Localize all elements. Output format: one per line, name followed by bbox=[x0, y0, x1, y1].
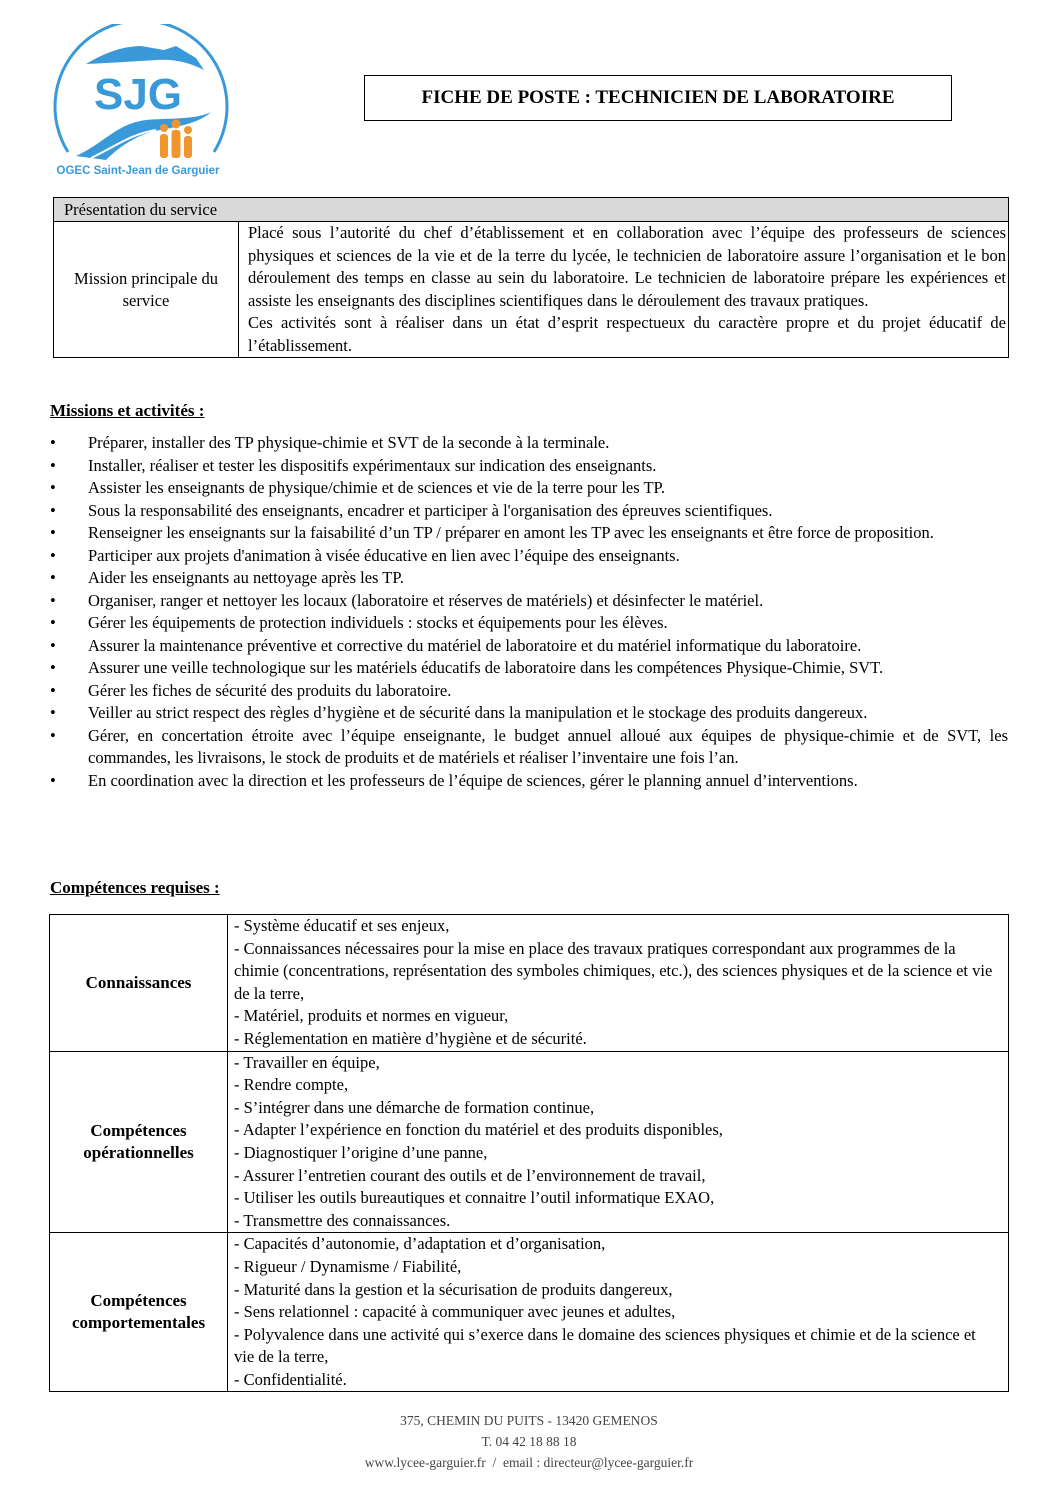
competence-row bbox=[50, 1233, 1009, 1392]
mission-text: Participer aux projets d'animation à visée éducative en lien avec l’équipe des enseignants. bbox=[88, 545, 680, 565]
mission-text: Gérer, en concertation étroite avec l’équipe enseignante, le budget annuel alloué aux équipes de physique-chimie et de SVT, les commandes, les livraisons, le stock de produits et de matériels et réaliser l’inventaire une fois l’an. bbox=[88, 725, 1008, 767]
bullet-icon: • bbox=[50, 433, 56, 452]
school-logo bbox=[46, 24, 230, 184]
competence-item: - Sens relationnel : capacité à communiquer avec jeunes et adultes, bbox=[234, 1302, 676, 1322]
bullet-icon: • bbox=[50, 545, 56, 565]
mission-item bbox=[50, 500, 1008, 523]
mission-item bbox=[50, 522, 1008, 545]
footer-contact: www.lycee-garguier.fr / email : directeur@lycee-garguier.fr bbox=[364, 1455, 694, 1470]
competence-item: - Rigueur / Dynamisme / Fiabilité, bbox=[234, 1256, 462, 1276]
logo-initials bbox=[46, 24, 230, 169]
bullet-icon: • bbox=[50, 613, 56, 632]
bullet-icon: • bbox=[50, 770, 56, 790]
bullet-icon: • bbox=[50, 635, 56, 655]
mission-text: Assister les enseignants de physique/chimie et de sciences et vie de la terre pour les TP. bbox=[88, 478, 666, 497]
mission-item bbox=[50, 432, 1008, 455]
competence-item: - Travailler en équipe, bbox=[234, 1052, 380, 1072]
mission-item bbox=[50, 680, 1008, 703]
competences-table bbox=[49, 914, 1009, 1392]
mission-item bbox=[50, 455, 1008, 478]
mission-text: Veiller au strict respect des règles d’hygiène et de sécurité dans la manipulation et le stockage des produits dangereux. bbox=[88, 703, 868, 722]
competence-row bbox=[50, 915, 1009, 1052]
competence-item: - Diagnostiquer l’origine d’une panne, bbox=[234, 1142, 488, 1162]
mission-item bbox=[50, 702, 1008, 725]
mission-item bbox=[50, 477, 1008, 500]
competence-category-line: Connaissances bbox=[85, 972, 192, 992]
competence-category-line: opérationnelles bbox=[83, 1142, 194, 1162]
presentation-table bbox=[53, 197, 1009, 358]
bullet-icon: • bbox=[50, 455, 56, 475]
competence-item: - Matériel, produits et normes en vigueur, bbox=[234, 1006, 509, 1026]
page-title: FICHE DE POSTE : TECHNICIEN DE LABORATOIRE bbox=[364, 75, 952, 121]
mission-text: Aider les enseignants au nettoyage après les TP. bbox=[88, 568, 404, 587]
mission-label: Mission principale du service bbox=[54, 222, 239, 357]
mission-paragraph: Ces activités sont à réaliser dans un état d’esprit respectueux du caractère propre et du projet éducatif de l’établissement. bbox=[248, 313, 1006, 355]
mission-description bbox=[239, 222, 1008, 357]
mission-item bbox=[50, 725, 1008, 770]
competence-item: - Transmettre des connaissances. bbox=[234, 1210, 451, 1230]
competence-item: - Réglementation en matière d’hygiène et de sécurité. bbox=[234, 1028, 587, 1048]
mission-text: Installer, réaliser et tester les dispositifs expérimentaux sur indication des enseignants. bbox=[88, 455, 657, 475]
mission-text: Renseigner les enseignants sur la faisabilité d’un TP / préparer en amont les TP avec les enseignants et être force de proposition. bbox=[88, 523, 934, 542]
competence-item: - Adapter l’expérience en fonction du matériel et des produits disponibles, bbox=[234, 1120, 723, 1140]
bullet-icon: • bbox=[50, 703, 56, 722]
bullet-icon: • bbox=[50, 478, 56, 497]
presentation-row bbox=[54, 222, 1008, 357]
competence-category bbox=[50, 1233, 228, 1392]
presentation-header: Présentation du service bbox=[54, 198, 1008, 222]
competence-item: - Capacités d’autonomie, d’adaptation et d’organisation, bbox=[234, 1234, 606, 1254]
competence-item: - Système éducatif et ses enjeux, bbox=[234, 916, 450, 935]
competence-items bbox=[228, 915, 1009, 1052]
organization-name: OGEC Saint-Jean de Garguier bbox=[56, 165, 220, 177]
competences-heading: Compétences requises : bbox=[50, 878, 220, 897]
mission-item bbox=[50, 770, 1008, 793]
competence-category bbox=[50, 915, 228, 1052]
competence-category-line: Compétences bbox=[90, 1291, 187, 1311]
competence-row bbox=[50, 1051, 1009, 1233]
bullet-icon: • bbox=[50, 590, 56, 610]
competence-items bbox=[228, 1051, 1009, 1233]
competence-item: - Rendre compte, bbox=[234, 1075, 349, 1095]
missions-list bbox=[50, 432, 1008, 792]
mission-paragraph: Placé sous l’autorité du chef d’établissement et en collaboration avec l’équipe des professeurs de sciences physiques et sciences de la vie et de la terre du lycée, le technicien de laboratoire assure l’organisation et le bon déroulement des temps en classe au sein du laboratoire. Le technicien de laboratoire prépare les expériences et assiste les enseignants des disciplines scientifiques dans le déroulement des travaux pratiques. bbox=[248, 223, 1006, 310]
competence-category-line: Compétences bbox=[90, 1120, 187, 1140]
mission-item bbox=[50, 635, 1008, 658]
competence-item: - Maturité dans la gestion et la sécurisation de produits dangereux, bbox=[234, 1279, 673, 1299]
mission-item bbox=[50, 545, 1008, 568]
competence-item: - Polyvalence dans une activité qui s’exerce dans le domaine des sciences physiques et chimie et de la science et vie de la terre, bbox=[234, 1324, 976, 1367]
mission-text: Organiser, ranger et nettoyer les locaux (laboratoire et réserves de matériels) et désinfecter le matériel. bbox=[88, 590, 764, 610]
bullet-icon: • bbox=[50, 725, 56, 745]
bullet-icon: • bbox=[50, 568, 56, 587]
mission-item bbox=[50, 612, 1008, 635]
mission-item bbox=[50, 657, 1008, 680]
competence-item: - Confidentialité. bbox=[234, 1369, 347, 1389]
competence-item: - Utiliser les outils bureautiques et connaitre l’outil informatique EXAO, bbox=[234, 1188, 715, 1208]
competence-category bbox=[50, 1051, 228, 1233]
mission-text: Gérer les équipements de protection individuels : stocks et équipements pour les élèves. bbox=[88, 613, 668, 632]
bullet-icon: • bbox=[50, 658, 56, 677]
bullet-icon: • bbox=[50, 500, 56, 520]
competence-category-line: comportementales bbox=[71, 1313, 206, 1333]
mission-item bbox=[50, 567, 1008, 590]
footer bbox=[0, 1410, 1058, 1473]
missions-heading: Missions et activités : bbox=[50, 401, 205, 420]
mission-item bbox=[50, 590, 1008, 613]
mission-text: Gérer les fiches de sécurité des produits du laboratoire. bbox=[88, 680, 452, 700]
mission-text: Préparer, installer des TP physique-chimie et SVT de la seconde à la terminale. bbox=[88, 433, 610, 452]
footer-phone: T. 04 42 18 88 18 bbox=[481, 1434, 577, 1449]
bullet-icon: • bbox=[50, 523, 56, 542]
mission-text: Sous la responsabilité des enseignants, encadrer et participer à l'organisation des épreuves scientifiques. bbox=[88, 500, 773, 520]
mission-text: Assurer une veille technologique sur les matériels éducatifs de laboratoire dans les compétences Physique-Chimie, SVT. bbox=[88, 658, 884, 677]
competence-item: - Connaissances nécessaires pour la mise en place des travaux pratiques correspondant aux programmes de la chimie (concentrations, représentation des symboles chimiques, etc.), des sciences physiques et de la science et vie de la terre, bbox=[234, 938, 993, 1003]
competence-items bbox=[228, 1233, 1009, 1392]
mission-text: Assurer la maintenance préventive et corrective du matériel de laboratoire et du matériel informatique du laboratoire. bbox=[88, 635, 862, 655]
footer-address: 375, CHEMIN DU PUITS - 13420 GEMENOS bbox=[400, 1413, 658, 1428]
svg-text:SJG: SJG bbox=[93, 70, 183, 119]
bullet-icon: • bbox=[50, 680, 56, 700]
mission-text: En coordination avec la direction et les professeurs de l’équipe de sciences, gérer le planning annuel d’interventions. bbox=[88, 770, 858, 790]
competence-item: - Assurer l’entretien courant des outils et de l’environnement de travail, bbox=[234, 1165, 706, 1185]
competence-item: - S’intégrer dans une démarche de formation continue, bbox=[234, 1097, 595, 1117]
